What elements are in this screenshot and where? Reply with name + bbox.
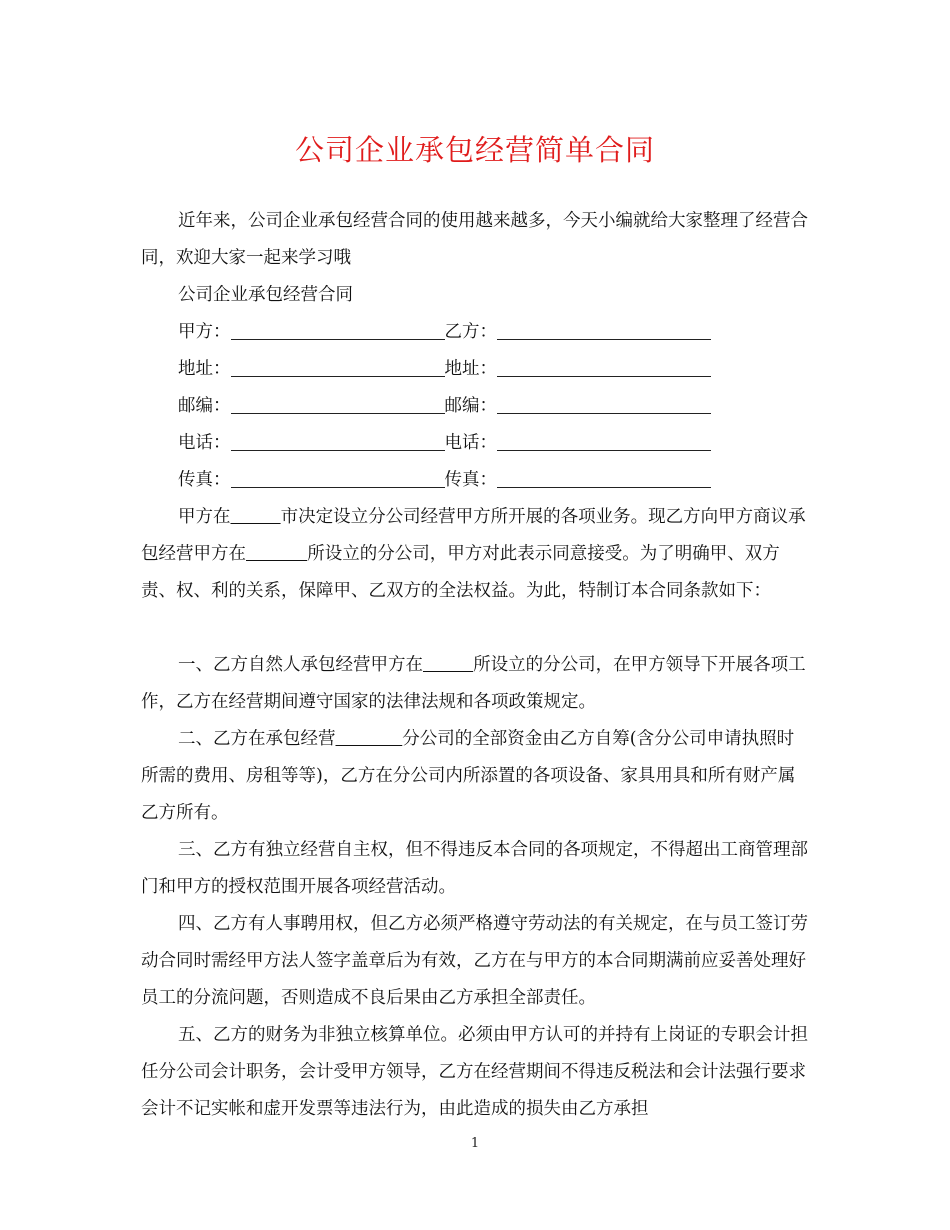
- field-row-postcode: [178, 388, 711, 425]
- preamble-paragraph: 甲方在 市决定设立分公司经营甲方所开展的各项业务。现乙方向甲方商议承包经营甲方在 所设立的分公司，甲方对此表示同意接受。为了明确甲、双方责、权、利的关系，保障甲、乙双方的全法权益。为此，特制订本合同条款如下：: [141, 507, 806, 601]
- field-row-phone: [178, 425, 711, 462]
- clause-4: 四、乙方有人事聘用权，但乙方必须严格遵守劳动法的有关规定，在与员工签订劳动合同时需经甲方法人签字盖章后为有效，乙方在与甲方的本合同期满前应妥善处理好员工的分流问题，否则造成不良后果由乙方承担全部责任。: [141, 914, 808, 1008]
- field-label-postcode-a: 邮编：: [178, 396, 231, 416]
- page-number: 1: [470, 1136, 480, 1151]
- intro-paragraph: 近年来，公司企业承包经营合同的使用越来越多，今天小编就给大家整理了经营合同，欢迎大家一起来学习哦: [141, 211, 808, 268]
- field-label-fax-a: 传真：: [178, 470, 231, 490]
- clause-2: 二、乙方在承包经营 分公司的全部资金由乙方自筹(含分公司申请执照时所需的费用、房租等等)，乙方在分公司内所添置的各项设备、家具用具和所有财产属乙方所有。: [141, 729, 796, 823]
- blank-city[interactable]: [231, 507, 281, 527]
- blank-fax-b[interactable]: [497, 471, 711, 488]
- clause-5: 五、乙方的财务为非独立核算单位。必须由甲方认可的并持有上岗证的专职会计担任分公司会计职务，会计受甲方领导，乙方在经营期间不得违反税法和会计法强行要求会计不记实帐和虚开发票等违法行为，由此造成的损失由乙方承担: [141, 1025, 808, 1119]
- blank-party-a[interactable]: [231, 323, 445, 340]
- document-title: 公司企业承包经营简单合同: [294, 133, 655, 167]
- field-row-fax: [178, 462, 711, 499]
- clause-3: 三、乙方有独立经营自主权，但不得违反本合同的各项规定，不得超出工商管理部门和甲方的授权范围开展各项经营活动。: [141, 840, 808, 897]
- field-label-phone-b: 电话：: [444, 433, 497, 453]
- blank-branch-name[interactable]: [336, 729, 403, 749]
- blank-location[interactable]: [246, 544, 307, 564]
- field-label-address-a: 地址：: [178, 359, 231, 379]
- blank-address-b[interactable]: [497, 360, 711, 377]
- field-label-fax-b: 传真：: [444, 470, 497, 490]
- blank-clause1-location[interactable]: [423, 655, 473, 675]
- blank-postcode-b[interactable]: [497, 397, 711, 414]
- contract-subtitle: 公司企业承包经营合同: [178, 285, 353, 305]
- blank-phone-b[interactable]: [497, 434, 711, 451]
- blank-phone-a[interactable]: [231, 434, 445, 451]
- blank-party-b[interactable]: [497, 323, 711, 340]
- field-row-party: [178, 314, 711, 351]
- blank-fax-a[interactable]: [231, 471, 445, 488]
- clause-1: 一、乙方自然人承包经营甲方在 所设立的分公司，在甲方领导下开展各项工作，乙方在经营期间遵守国家的法律法规和各项政策规定。: [141, 655, 806, 712]
- field-label-party-a: 甲方：: [178, 322, 231, 342]
- blank-postcode-a[interactable]: [231, 397, 445, 414]
- field-row-address: [178, 351, 711, 388]
- field-label-postcode-b: 邮编：: [444, 396, 497, 416]
- field-label-phone-a: 电话：: [178, 433, 231, 453]
- field-label-address-b: 地址：: [444, 359, 497, 379]
- field-label-party-b: 乙方：: [444, 322, 497, 342]
- blank-address-a[interactable]: [231, 360, 445, 377]
